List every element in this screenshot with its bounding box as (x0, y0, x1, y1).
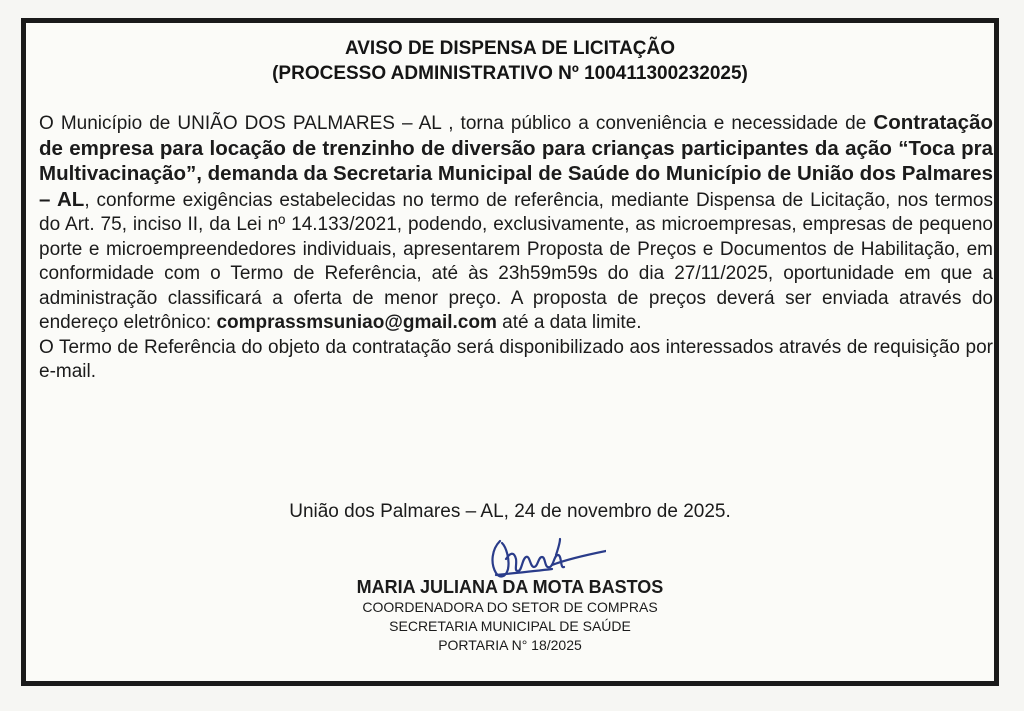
contact-email: comprassmsuniao@gmail.com (216, 312, 497, 333)
process-number: (PROCESSO ADMINISTRATIVO Nº 100411300232025) (272, 63, 748, 84)
place-and-date: União dos Palmares – AL, 24 de novembro de 2025. (289, 501, 731, 522)
intro-text: O Município de UNIÃO DOS PALMARES – AL , torna público a conveniência e necessidade de (39, 113, 874, 134)
reference-paragraph: O Termo de Referência do objeto da contratação será disponibilizado aos interessados através de requisição por e-mail. (39, 336, 993, 382)
notice-frame (21, 18, 999, 686)
notice-title: AVISO DE DISPENSA DE LICITAÇÃO (344, 38, 676, 59)
signatory-name: MARIA JULIANA DA MOTA BASTOS (356, 577, 664, 597)
signatory-department: SECRETARIA MUNICIPAL DE SAÚDE (389, 618, 631, 634)
signatory-ordinance: PORTARIA N° 18/2025 (438, 637, 582, 653)
main-paragraph (39, 111, 993, 336)
deadline-text: até a data limite. (496, 312, 642, 333)
signatory-role: COORDENADORA DO SETOR DE COMPRAS (362, 599, 658, 615)
contract-object: Contratação de empresa para locação de trenzinho de diversão para crianças participantes da ação “Toca pra Multivacinação”, demanda da Secretaria Municipal de Saúde do Município de União dos Palmares – AL (39, 111, 993, 211)
notice-body (39, 111, 993, 385)
conditions-text: , conforme exigências estabelecidas no termo de referência, mediante Dispensa de Licitação, nos termos do Art. 75, inciso II, da Lei nº 14.133/2021, podendo, exclusivamente, as microempresas, empresas de pequeno porte e microempreendedores individuais, apresentarem Proposta de Preços e Documentos de Habilitação, em conformidade com o Termo de Referência, até às 23h59m59s do dia 27/11/2025, oportunidade em que a administração classificará a oferta de menor preço. A proposta de preços deverá ser enviada através do endereço eletrônico: (39, 189, 993, 333)
signature-block (26, 576, 994, 655)
